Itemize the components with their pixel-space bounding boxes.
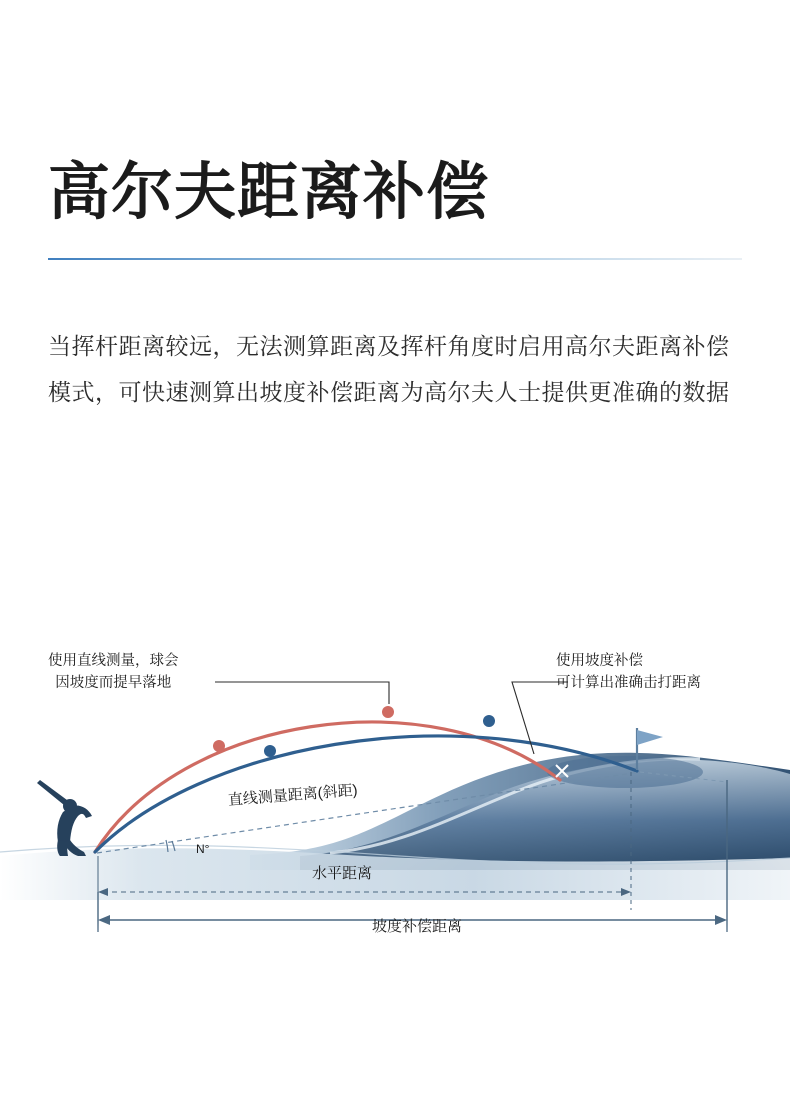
ball-blue-icon	[264, 745, 276, 757]
page-description: 当挥杆距离较远，无法测算距离及挥杆角度时启用高尔夫距离补偿模式，可快速测算出坡度补偿距离为高尔夫人士提供更准确的数据	[48, 333, 730, 405]
label-slope-distance: 直线测量距离(斜距)	[227, 781, 359, 809]
title-divider	[48, 258, 742, 260]
annotation-right-line2: 可计算出准确击打距离	[556, 675, 701, 691]
ball-red-icon	[213, 740, 225, 752]
annotation-left	[48, 650, 179, 694]
golf-compensation-diagram	[0, 620, 790, 1020]
annotation-left-line2: 因坡度而提早落地	[55, 675, 172, 691]
ball-blue-icon	[483, 715, 495, 727]
annotation-right	[556, 650, 701, 694]
label-angle: N°	[196, 842, 210, 856]
ball-red-icon	[382, 706, 394, 718]
label-compensated-distance: 坡度补偿距离	[372, 918, 463, 935]
annotation-left-line1: 使用直线测量，球会	[48, 653, 179, 669]
annotation-leaders	[215, 682, 568, 754]
page-title: 高尔夫距离补偿	[48, 157, 490, 227]
label-horizontal-distance: 水平距离	[312, 865, 373, 882]
annotation-right-line1: 使用坡度补偿	[556, 653, 643, 669]
golfer-icon	[37, 780, 92, 856]
terrain-group	[250, 753, 790, 870]
